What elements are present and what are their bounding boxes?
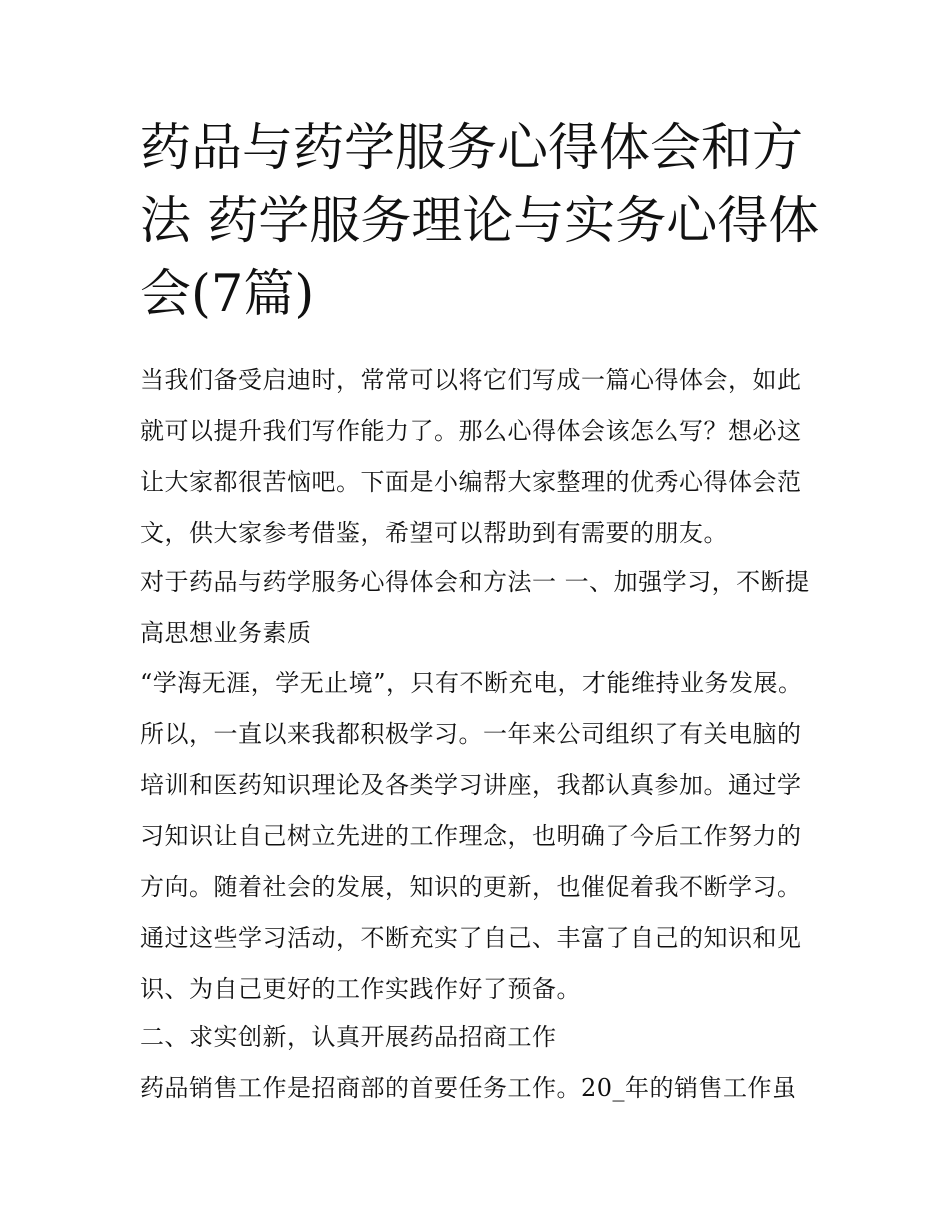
study-paragraph: “学海无涯，学无止境”，只有不断充电，才能维持业务发展。所以，一直以来我都积极学习。一年来公司组织了有关电脑的培训和医药知识理论及各类学习讲座，我都认真参加。通过学习知识让自己树立先进的工作理念，也明确了今后工作努力的方向。随着社会的发展，知识的更新，也催促着我不断学习。通过这些学习活动，不断充实了自己、丰富了自己的知识和见识、为自己更好的工作实践作好了预备。 xyxy=(140,669,803,1003)
sales-paragraph: 药品销售工作是招商部的首要任务工作。20_年的销售工作虽 xyxy=(140,1074,797,1102)
section-two-heading: 二、求实创新，认真开展药品招商工作 xyxy=(140,1023,557,1051)
document-title: 药品与药学服务心得体会和方法 药学服务理论与实务心得体会(7篇) xyxy=(140,119,820,324)
intro-paragraph: 当我们备受启迪时，常常可以将它们写成一篇心得体会，如此就可以提升我们写作能力了。那么心得体会该怎么写？想必这让大家都很苦恼吧。下面是小编帮大家整理的优秀心得体会范文，供大家参考借鉴，希望可以帮助到有需要的朋友。 xyxy=(140,366,802,547)
section-one-heading: 对于药品与药学服务心得体会和方法一 一、加强学习，不断提高思想业务素质 xyxy=(140,568,810,647)
